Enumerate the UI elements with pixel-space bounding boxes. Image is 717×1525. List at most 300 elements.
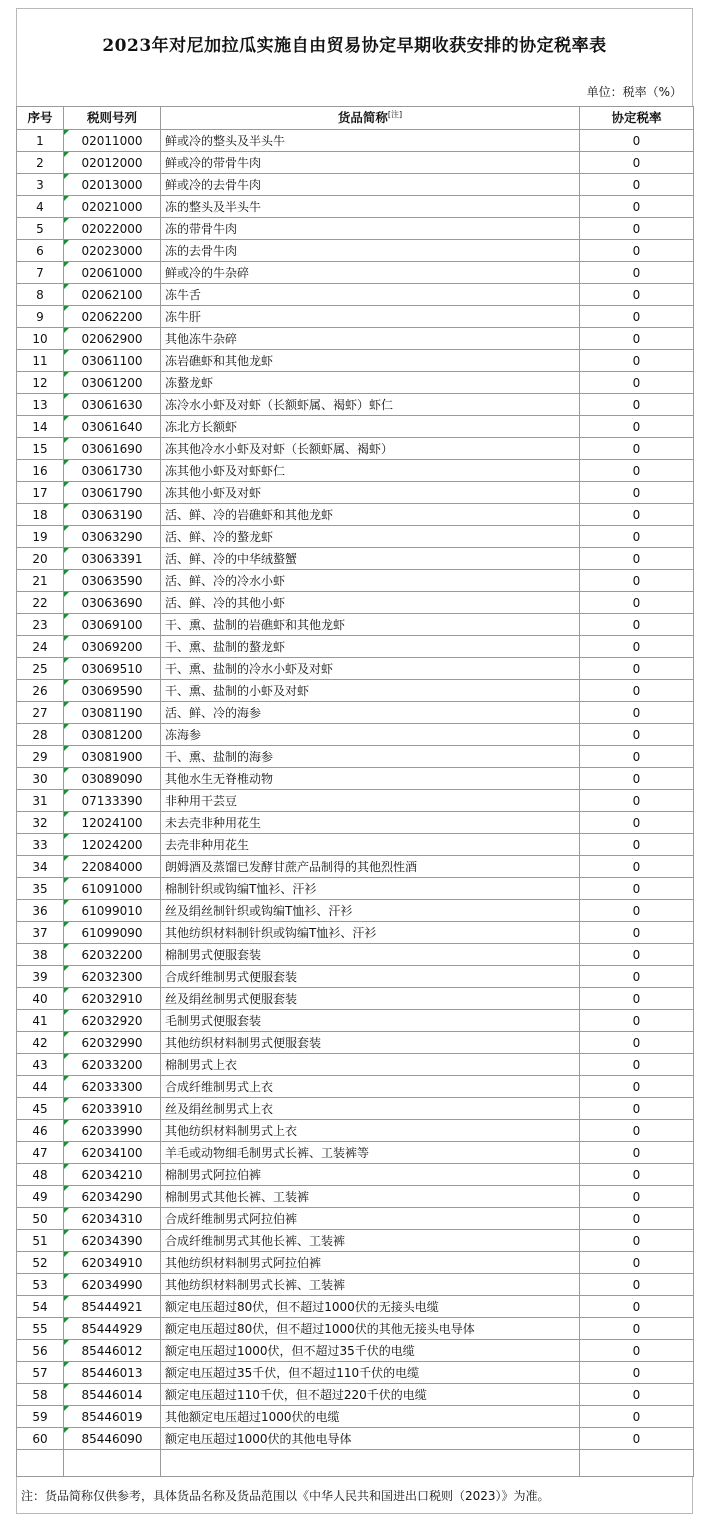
cell-rate-text: 0	[632, 287, 641, 302]
table-row	[17, 1318, 694, 1340]
cell-seq-text: 47	[32, 1145, 48, 1160]
cell-name	[161, 1274, 580, 1296]
cell-code-text: 62032300	[81, 969, 143, 984]
cell-rate	[580, 900, 694, 922]
cell-code	[64, 834, 161, 856]
cell-name	[161, 130, 580, 152]
cell-code	[64, 812, 161, 834]
cell-seq	[17, 702, 64, 724]
header-name-label: 货品简称	[337, 110, 388, 125]
cell-code-text: 03069590	[81, 683, 143, 698]
cell-seq-text: 11	[32, 353, 48, 368]
cell-seq	[17, 1428, 64, 1450]
header-rate: 协定税率	[580, 107, 694, 130]
cell-comment-marker-icon	[64, 284, 69, 289]
cell-name	[161, 460, 580, 482]
cell-comment-marker-icon	[64, 1318, 69, 1323]
cell-rate	[580, 922, 694, 944]
cell-seq	[17, 922, 64, 944]
cell-comment-marker-icon	[64, 878, 69, 883]
cell-code	[64, 438, 161, 460]
cell-name-text: 棉制男式上衣	[165, 1057, 238, 1072]
cell-seq	[17, 482, 64, 504]
table-row	[17, 460, 694, 482]
table-row	[17, 658, 694, 680]
cell-seq	[17, 1142, 64, 1164]
cell-code-text: 62033300	[81, 1079, 143, 1094]
cell-name-text: 活、鲜、冷的岩礁虾和其他龙虾	[165, 507, 334, 522]
cell-seq-text: 40	[32, 991, 48, 1006]
cell-code-text: 61091000	[81, 881, 143, 896]
cell-comment-marker-icon	[64, 1054, 69, 1059]
cell-rate	[580, 218, 694, 240]
cell-code-text: 62034990	[81, 1277, 143, 1292]
cell-seq	[17, 1054, 64, 1076]
header-name	[161, 107, 580, 130]
cell-seq	[17, 372, 64, 394]
cell-rate-text: 0	[632, 133, 641, 148]
cell-seq	[17, 1252, 64, 1274]
cell-rate-text: 0	[632, 969, 641, 984]
cell-name-text: 其他纺织材料制男式便服套装	[165, 1035, 322, 1050]
cell-name-text: 其他纺织材料制男式上衣	[165, 1123, 298, 1138]
table-row	[17, 350, 694, 372]
cell-seq	[17, 724, 64, 746]
cell-name	[161, 328, 580, 350]
cell-seq-text: 57	[32, 1365, 48, 1380]
cell-code-text: 85446090	[81, 1431, 143, 1446]
cell-name	[161, 614, 580, 636]
cell-name	[161, 790, 580, 812]
cell-rate-text: 0	[632, 837, 641, 852]
cell-comment-marker-icon	[64, 328, 69, 333]
table-row	[17, 306, 694, 328]
header-code: 税则号列	[64, 107, 161, 130]
cell-rate-text: 0	[632, 1013, 641, 1028]
cell-name-text: 未去壳非种用花生	[165, 815, 262, 830]
cell-rate	[580, 1230, 694, 1252]
cell-code-text: 03081900	[81, 749, 143, 764]
cell-code	[64, 1164, 161, 1186]
cell-seq	[17, 746, 64, 768]
cell-code	[64, 548, 161, 570]
cell-code-text: 12024200	[81, 837, 143, 852]
cell-name	[161, 438, 580, 460]
table-row	[17, 1010, 694, 1032]
cell-code	[64, 944, 161, 966]
cell-comment-marker-icon	[64, 1076, 69, 1081]
cell-code	[64, 1230, 161, 1252]
cell-code-text: 62034910	[81, 1255, 143, 1270]
cell-seq-text: 41	[32, 1013, 48, 1028]
cell-rate	[580, 1384, 694, 1406]
cell-comment-marker-icon	[64, 768, 69, 773]
cell-seq	[17, 1362, 64, 1384]
cell-rate-text: 0	[632, 1123, 641, 1138]
cell-comment-marker-icon	[64, 504, 69, 509]
cell-code-text: 03089090	[81, 771, 143, 786]
cell-name	[161, 680, 580, 702]
cell-name-text: 其他额定电压超过1000伏的电缆	[165, 1409, 340, 1424]
cell-rate	[580, 1340, 694, 1362]
cell-seq-text: 56	[32, 1343, 48, 1358]
cell-name	[161, 1142, 580, 1164]
cell-rate-text: 0	[632, 1343, 641, 1358]
cell-code	[64, 1208, 161, 1230]
cell-rate	[580, 1274, 694, 1296]
cell-seq-text: 6	[36, 243, 44, 258]
cell-seq	[17, 152, 64, 174]
cell-seq-text: 46	[32, 1123, 48, 1138]
cell-code	[64, 526, 161, 548]
cell-name	[161, 1032, 580, 1054]
cell-code-text: 22084000	[81, 859, 143, 874]
cell-code	[64, 636, 161, 658]
cell-comment-marker-icon	[64, 1252, 69, 1257]
table-row	[17, 680, 694, 702]
table-row	[17, 878, 694, 900]
cell-code	[64, 724, 161, 746]
cell-code	[64, 900, 161, 922]
cell-comment-marker-icon	[64, 218, 69, 223]
page-title: 2023年对尼加拉瓜实施自由贸易协定早期收获安排的协定税率表	[102, 35, 607, 56]
cell-name	[161, 570, 580, 592]
cell-code-text: 03061690	[81, 441, 143, 456]
cell-name-text: 丝及绢丝制男式便服套装	[165, 991, 298, 1006]
cell-name	[161, 856, 580, 878]
cell-comment-marker-icon	[64, 1208, 69, 1213]
cell-rate	[580, 702, 694, 724]
footnote-row	[16, 1477, 693, 1514]
cell-code	[64, 284, 161, 306]
cell-rate-text: 0	[632, 199, 641, 214]
table-row	[17, 152, 694, 174]
cell-code	[64, 174, 161, 196]
cell-seq-text: 14	[32, 419, 48, 434]
cell-code	[64, 746, 161, 768]
cell-code-text: 03069100	[81, 617, 143, 632]
cell-name-text: 冻岩礁虾和其他龙虾	[165, 353, 274, 368]
cell-code	[64, 196, 161, 218]
cell-code-text: 02061000	[81, 265, 143, 280]
cell-rate-text: 0	[632, 221, 641, 236]
cell-seq-text: 36	[32, 903, 48, 918]
cell-code	[64, 1032, 161, 1054]
cell-code-text: 61099010	[81, 903, 143, 918]
cell-rate	[580, 1164, 694, 1186]
cell-seq	[17, 1032, 64, 1054]
cell-seq-text: 3	[36, 177, 44, 192]
cell-rate	[580, 1362, 694, 1384]
cell-code	[64, 856, 161, 878]
cell-seq-text: 55	[32, 1321, 48, 1336]
cell-seq	[17, 284, 64, 306]
cell-code-text: 61099090	[81, 925, 143, 940]
table-row	[17, 372, 694, 394]
cell-comment-marker-icon	[64, 966, 69, 971]
cell-rate-text: 0	[632, 265, 641, 280]
cell-comment-marker-icon	[64, 1120, 69, 1125]
cell-rate	[580, 746, 694, 768]
cell-comment-marker-icon	[64, 548, 69, 553]
cell-comment-marker-icon	[64, 1186, 69, 1191]
cell-rate	[580, 1252, 694, 1274]
cell-seq	[17, 174, 64, 196]
cell-rate	[580, 174, 694, 196]
cell-rate-text: 0	[632, 309, 641, 324]
cell-rate	[580, 724, 694, 746]
cell-code-text: 03063190	[81, 507, 143, 522]
cell-name-text: 棉制针织或钩编T恤衫、汗衫	[165, 881, 317, 896]
cell-code	[64, 504, 161, 526]
cell-seq	[17, 526, 64, 548]
cell-name	[161, 1318, 580, 1340]
cell-seq-text: 32	[32, 815, 48, 830]
table-row	[17, 1230, 694, 1252]
cell-rate	[580, 1428, 694, 1450]
cell-seq-text: 42	[32, 1035, 48, 1050]
table-row	[17, 416, 694, 438]
table-row	[17, 1406, 694, 1428]
cell-rate-text: 0	[632, 485, 641, 500]
table-row	[17, 988, 694, 1010]
blank-cell	[64, 1450, 161, 1477]
cell-name-text: 合成纤维制男式阿拉伯裤	[165, 1211, 298, 1226]
cell-code	[64, 1296, 161, 1318]
cell-name-text: 干、熏、盐制的小虾及对虾	[165, 683, 310, 698]
cell-rate-text: 0	[632, 463, 641, 478]
cell-seq-text: 31	[32, 793, 48, 808]
cell-rate-text: 0	[632, 1431, 641, 1446]
cell-code	[64, 1252, 161, 1274]
cell-rate	[580, 416, 694, 438]
cell-comment-marker-icon	[64, 1362, 69, 1367]
cell-code	[64, 1120, 161, 1142]
cell-comment-marker-icon	[64, 746, 69, 751]
cell-seq	[17, 306, 64, 328]
cell-name-text: 活、鲜、冷的冷水小虾	[165, 573, 286, 588]
cell-name	[161, 1186, 580, 1208]
cell-rate-text: 0	[632, 1365, 641, 1380]
cell-comment-marker-icon	[64, 152, 69, 157]
cell-code-text: 85446012	[81, 1343, 143, 1358]
cell-name	[161, 482, 580, 504]
cell-seq-text: 5	[36, 221, 44, 236]
cell-name-text: 冻其他小虾及对虾虾仁	[165, 463, 286, 478]
cell-seq-text: 4	[36, 199, 44, 214]
cell-name-text: 鲜或冷的带骨牛肉	[165, 155, 262, 170]
cell-rate	[580, 636, 694, 658]
cell-code	[64, 460, 161, 482]
cell-comment-marker-icon	[64, 790, 69, 795]
cell-name	[161, 372, 580, 394]
cell-code-text: 02013000	[81, 177, 143, 192]
cell-name	[161, 1076, 580, 1098]
cell-rate-text: 0	[632, 1233, 641, 1248]
cell-comment-marker-icon	[64, 306, 69, 311]
cell-rate-text: 0	[632, 991, 641, 1006]
cell-rate-text: 0	[632, 1167, 641, 1182]
cell-rate	[580, 856, 694, 878]
table-row	[17, 526, 694, 548]
cell-code-text: 02011000	[81, 133, 143, 148]
cell-rate-text: 0	[632, 1035, 641, 1050]
cell-seq-text: 27	[32, 705, 48, 720]
cell-rate	[580, 1186, 694, 1208]
cell-comment-marker-icon	[64, 1274, 69, 1279]
cell-comment-marker-icon	[64, 350, 69, 355]
cell-name	[161, 1340, 580, 1362]
cell-comment-marker-icon	[64, 262, 69, 267]
cell-rate-text: 0	[632, 331, 641, 346]
cell-rate-text: 0	[632, 1057, 641, 1072]
cell-name-text: 冻北方长额虾	[165, 419, 238, 434]
cell-seq	[17, 548, 64, 570]
cell-seq	[17, 1010, 64, 1032]
cell-rate	[580, 328, 694, 350]
cell-code	[64, 240, 161, 262]
table-row	[17, 1054, 694, 1076]
table-row	[17, 1274, 694, 1296]
cell-seq	[17, 900, 64, 922]
table-row	[17, 218, 694, 240]
cell-rate-text: 0	[632, 1189, 641, 1204]
cell-seq-text: 25	[32, 661, 48, 676]
cell-comment-marker-icon	[64, 196, 69, 201]
cell-seq-text: 12	[32, 375, 48, 390]
cell-rate	[580, 1054, 694, 1076]
cell-name	[161, 900, 580, 922]
cell-name-text: 合成纤维制男式其他长裤、工装裤	[165, 1233, 346, 1248]
cell-name	[161, 944, 580, 966]
cell-seq-text: 23	[32, 617, 48, 632]
cell-code	[64, 152, 161, 174]
cell-comment-marker-icon	[64, 438, 69, 443]
cell-name	[161, 1428, 580, 1450]
cell-code-text: 03063590	[81, 573, 143, 588]
cell-name-text: 冻冷水小虾及对虾（长额虾属、褐虾）虾仁	[165, 397, 394, 412]
cell-code-text: 62034390	[81, 1233, 143, 1248]
cell-comment-marker-icon	[64, 592, 69, 597]
cell-seq	[17, 658, 64, 680]
cell-code-text: 85446014	[81, 1387, 143, 1402]
cell-code	[64, 262, 161, 284]
cell-name-text: 额定电压超过80伏，但不超过1000伏的无接头电缆	[165, 1299, 439, 1314]
cell-name-text: 羊毛或动物细毛制男式长裤、工装裤等	[165, 1145, 370, 1160]
cell-comment-marker-icon	[64, 834, 69, 839]
cell-rate	[580, 130, 694, 152]
cell-rate	[580, 878, 694, 900]
cell-name	[161, 1296, 580, 1318]
cell-seq	[17, 1164, 64, 1186]
cell-seq-text: 17	[32, 485, 48, 500]
cell-seq	[17, 240, 64, 262]
cell-name-text: 鲜或冷的整头及半头牛	[165, 133, 286, 148]
cell-name-text: 活、鲜、冷的中华绒螯蟹	[165, 551, 298, 566]
cell-comment-marker-icon	[64, 1296, 69, 1301]
cell-name	[161, 1010, 580, 1032]
cell-rate	[580, 1098, 694, 1120]
table-row	[17, 1098, 694, 1120]
cell-seq-text: 35	[32, 881, 48, 896]
cell-rate-text: 0	[632, 397, 641, 412]
table-row	[17, 504, 694, 526]
cell-rate	[580, 152, 694, 174]
cell-seq	[17, 1230, 64, 1252]
table-row	[17, 812, 694, 834]
cell-rate-text: 0	[632, 859, 641, 874]
cell-comment-marker-icon	[64, 1340, 69, 1345]
cell-seq	[17, 878, 64, 900]
cell-code	[64, 1406, 161, 1428]
cell-comment-marker-icon	[64, 900, 69, 905]
cell-name-text: 非种用干芸豆	[165, 793, 238, 808]
cell-rate-text: 0	[632, 1145, 641, 1160]
table-row	[17, 1252, 694, 1274]
cell-seq	[17, 614, 64, 636]
table-row	[17, 438, 694, 460]
cell-seq	[17, 944, 64, 966]
cell-name-text: 朗姆酒及蒸馏已发酵甘蔗产品制得的其他烈性酒	[165, 859, 418, 874]
cell-code-text: 07133390	[81, 793, 143, 808]
blank-row	[17, 1450, 694, 1477]
cell-code	[64, 702, 161, 724]
cell-name	[161, 1054, 580, 1076]
cell-code-text: 03061790	[81, 485, 143, 500]
cell-comment-marker-icon	[64, 1010, 69, 1015]
cell-comment-marker-icon	[64, 174, 69, 179]
cell-rate	[580, 1120, 694, 1142]
cell-code-text: 62034290	[81, 1189, 143, 1204]
cell-rate-text: 0	[632, 1387, 641, 1402]
cell-name-text: 鲜或冷的牛杂碎	[165, 265, 250, 280]
cell-rate-text: 0	[632, 683, 641, 698]
cell-name	[161, 988, 580, 1010]
cell-code	[64, 394, 161, 416]
cell-seq-text: 51	[32, 1233, 48, 1248]
cell-code-text: 85444921	[81, 1299, 143, 1314]
cell-code-text: 62033910	[81, 1101, 143, 1116]
cell-seq	[17, 262, 64, 284]
cell-rate-text: 0	[632, 1409, 641, 1424]
table-row	[17, 482, 694, 504]
cell-code-text: 03061640	[81, 419, 143, 434]
cell-code-text: 12024100	[81, 815, 143, 830]
cell-rate	[580, 768, 694, 790]
cell-code-text: 03061630	[81, 397, 143, 412]
cell-name-text: 干、熏、盐制的冷水小虾及对虾	[165, 661, 334, 676]
cell-seq	[17, 1296, 64, 1318]
cell-name-text: 其他纺织材料制男式阿拉伯裤	[165, 1255, 322, 1270]
note-mark: [注]	[387, 110, 403, 119]
cell-rate-text: 0	[632, 441, 641, 456]
cell-seq	[17, 680, 64, 702]
cell-code-text: 62032920	[81, 1013, 143, 1028]
cell-rate	[580, 196, 694, 218]
cell-name	[161, 262, 580, 284]
cell-name-text: 活、鲜、冷的其他小虾	[165, 595, 286, 610]
cell-name	[161, 1406, 580, 1428]
cell-name	[161, 152, 580, 174]
cell-rate	[580, 548, 694, 570]
cell-comment-marker-icon	[64, 922, 69, 927]
cell-code	[64, 988, 161, 1010]
cell-code-text: 62034100	[81, 1145, 143, 1160]
cell-seq	[17, 1406, 64, 1428]
cell-rate-text: 0	[632, 771, 641, 786]
cell-seq-text: 16	[32, 463, 48, 478]
cell-rate-text: 0	[632, 639, 641, 654]
